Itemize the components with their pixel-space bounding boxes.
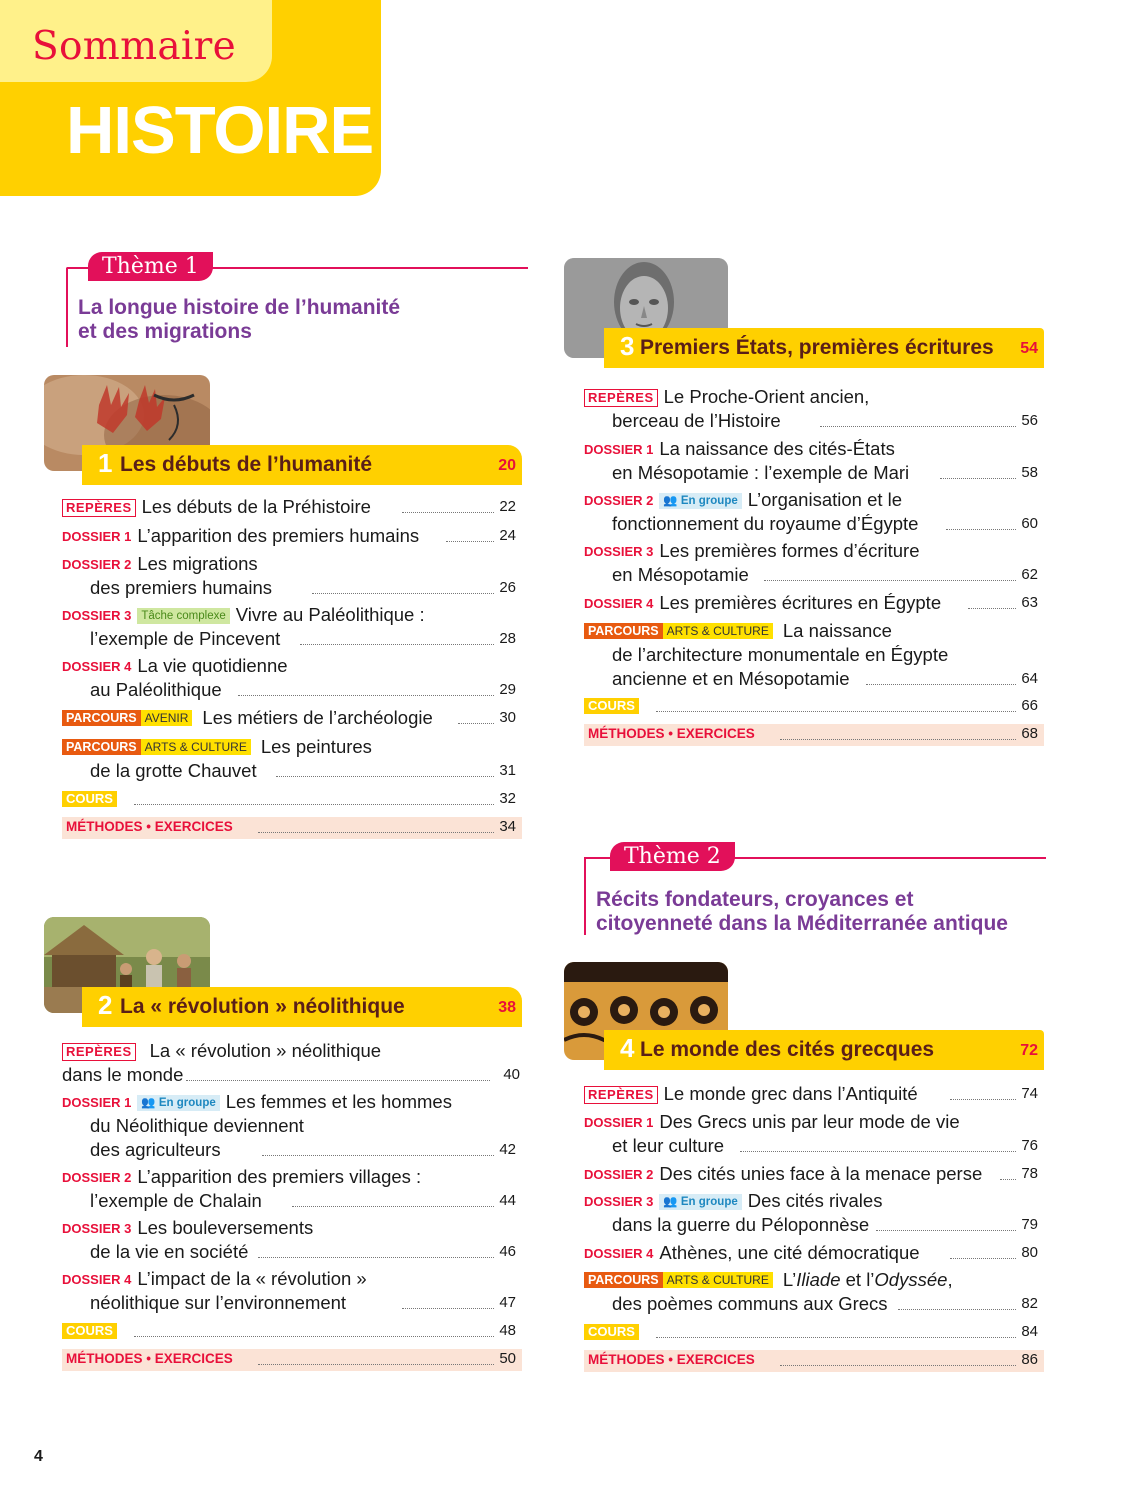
theme-label: Thème 1 <box>88 252 213 281</box>
chapter-page: 72 <box>1020 1042 1038 1059</box>
theme-title: Récits fondateurs, croyances et citoyenneté dans la Méditerranée antique <box>596 888 1008 935</box>
toc-entry[interactable]: PARCOURS ARTS & CULTURE L’Iliade et l’Odyssée, des poèmes communs aux Grecs 82 <box>584 1268 1044 1316</box>
chapter-1 <box>62 375 522 845</box>
header-subtitle: Sommaire <box>32 24 237 69</box>
methodes-exercices-row[interactable]: MÉTHODES • EXERCICES 34 <box>62 817 522 839</box>
group-badge: 👥 En groupe <box>137 1095 219 1111</box>
theme-title: La longue histoire de l’humanité et des migrations <box>78 296 401 343</box>
methodes-exercices-row[interactable]: MÉTHODES • EXERCICES 50 <box>62 1349 522 1371</box>
toc-entry[interactable]: DOSSIER 3 👥 En groupe Des cités rivales dans la guerre du Péloponnèse 79 <box>584 1190 1038 1235</box>
chapter-page: 20 <box>498 457 516 474</box>
page-number: 4 <box>34 1448 43 1465</box>
chapter-4 <box>584 962 1044 1372</box>
arts-culture-badge: ARTS & CULTURE <box>663 1272 773 1288</box>
chapter-number: 3 <box>620 331 635 361</box>
group-icon: 👥 <box>663 1196 678 1208</box>
toc-entry[interactable]: COURS 48 <box>62 1319 522 1343</box>
chapter-title: Les débuts de l’humanité <box>120 453 373 476</box>
tache-complexe-badge: Tâche complexe <box>137 608 229 624</box>
toc-entry[interactable]: DOSSIER 4 Les premières écritures en Égypte 63 <box>584 592 1038 613</box>
group-icon: 👥 <box>663 495 678 507</box>
methodes-exercices-row[interactable]: MÉTHODES • EXERCICES 86 <box>584 1350 1044 1372</box>
group-badge: 👥 En groupe <box>659 1194 741 1210</box>
chapter-number: 4 <box>620 1033 635 1063</box>
header <box>0 0 381 196</box>
toc-entry[interactable]: DOSSIER 1 👥 En groupe Les femmes et les hommes du Néolithique deviennent des agriculteurs 42 <box>62 1091 516 1160</box>
toc-entry[interactable]: DOSSIER 1 Des Grecs unis par leur mode de vie et leur culture 76 <box>584 1111 1038 1156</box>
avenir-badge: AVENIR <box>141 710 193 726</box>
toc-entry[interactable]: REPÈRES La « révolution » néolithique dans le monde 40 <box>62 1040 520 1085</box>
toc-entry[interactable]: DOSSIER 3 Les bouleversements de la vie en société 46 <box>62 1217 516 1262</box>
toc-entry[interactable]: REPÈRES Le monde grec dans l’Antiquité 74 <box>584 1082 1044 1106</box>
methodes-exercices-row[interactable]: MÉTHODES • EXERCICES 68 <box>584 724 1044 746</box>
theme-1 <box>66 250 528 350</box>
toc-entry[interactable]: DOSSIER 2 Des cités unies face à la menace perse 78 <box>584 1163 1038 1184</box>
arts-culture-badge: ARTS & CULTURE <box>663 623 773 639</box>
toc-entry[interactable]: COURS 32 <box>62 787 522 811</box>
header-title: HISTOIRE <box>66 93 374 168</box>
toc-entry[interactable]: COURS 84 <box>584 1320 1044 1344</box>
toc-entry[interactable]: DOSSIER 4 La vie quotidienne au Paléolithique 29 <box>62 655 516 700</box>
toc-entry[interactable]: DOSSIER 3 Tâche complexe Vivre au Paléolithique : l’exemple de Pincevent 28 <box>62 604 516 649</box>
chapter-title: Premiers États, premières écritures <box>640 336 994 359</box>
toc-entry[interactable]: DOSSIER 1 La naissance des cités-États en Mésopotamie : l’exemple de Mari 58 <box>584 438 1038 483</box>
toc-entry[interactable]: PARCOURS ARTS & CULTURE Les peintures de la grotte Chauvet 31 <box>62 735 522 783</box>
toc-entry[interactable]: DOSSIER 4 L’impact de la « révolution » néolithique sur l’environnement 47 <box>62 1268 516 1313</box>
toc-entry[interactable]: DOSSIER 4 Athènes, une cité démocratique 80 <box>584 1242 1038 1263</box>
toc-entry[interactable]: COURS 66 <box>584 694 1044 718</box>
chapter-2 <box>62 917 522 1377</box>
chapter-title: Le monde des cités grecques <box>640 1038 935 1061</box>
toc-entry[interactable]: PARCOURS AVENIR Les métiers de l’archéologie 30 <box>62 706 522 730</box>
theme-2 <box>584 840 1046 940</box>
chapter-page: 54 <box>1020 340 1038 357</box>
chapter-number: 1 <box>98 448 113 478</box>
toc-entry[interactable]: DOSSIER 2 Les migrations des premiers humains 26 <box>62 553 516 598</box>
arts-culture-badge: ARTS & CULTURE <box>141 739 251 755</box>
chapter-3 <box>584 258 1044 748</box>
toc-entry[interactable]: REPÈRES Les débuts de la Préhistoire 22 <box>62 495 522 519</box>
chapter-number: 2 <box>98 990 113 1020</box>
toc-entry[interactable]: DOSSIER 1 L’apparition des premiers humains 24 <box>62 525 516 546</box>
toc-entry[interactable]: DOSSIER 3 Les premières formes d’écriture en Mésopotamie 62 <box>584 540 1038 585</box>
group-icon: 👥 <box>141 1097 156 1109</box>
toc-entry[interactable]: DOSSIER 2 L’apparition des premiers villages : l’exemple de Chalain 44 <box>62 1166 516 1211</box>
toc-entry[interactable]: DOSSIER 2 👥 En groupe L’organisation et le fonctionnement du royaume d’Égypte 60 <box>584 489 1038 534</box>
toc-entry[interactable]: REPÈRES Le Proche-Orient ancien, berceau de l’Histoire 56 <box>584 385 1044 433</box>
chapter-page: 38 <box>498 999 516 1016</box>
toc-entry[interactable]: PARCOURS ARTS & CULTURE La naissance de l’architecture monumentale en Égypte ancienne et en Mésopotamie 64 <box>584 619 1044 691</box>
theme-label: Thème 2 <box>610 842 735 871</box>
chapter-title: La « révolution » néolithique <box>120 995 405 1018</box>
group-badge: 👥 En groupe <box>659 493 741 509</box>
